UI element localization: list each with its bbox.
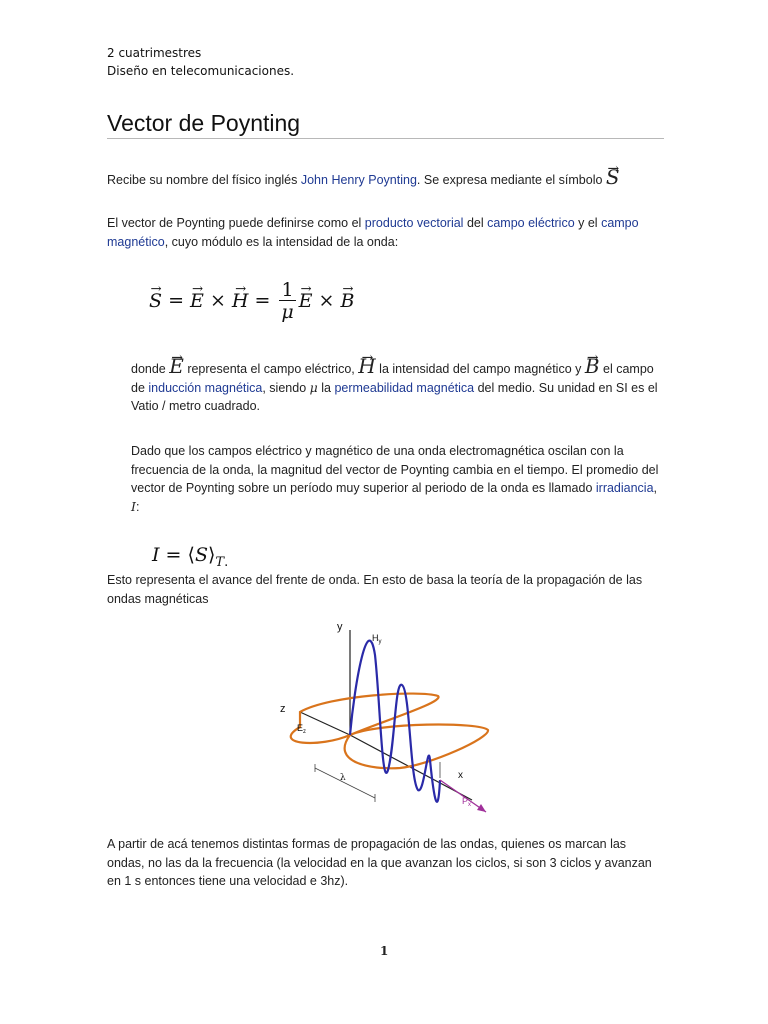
em-wave-figure xyxy=(270,614,500,824)
page-title: Vector de Poynting xyxy=(107,110,301,136)
paragraph-definition: El vector de Poynting puede definirse como el producto vectorial del campo eléctrico y el campo magnético, cuyo módulo es la intensidad de la onda: xyxy=(107,216,639,249)
paragraph-intro: Recibe su nombre del físico inglés John Henry Poynting. Se expresa mediante el símbolo → S xyxy=(107,168,667,190)
link-induccion-magnetica[interactable]: inducción magnética xyxy=(148,380,263,395)
paragraph-irradiance: Dado que los campos eléctrico y magnético de una onda electromagnética oscilan con la frecuencia de la onda, la magnitud del vector de Poynting cambia en el tiempo. El promedio del vector de Poynting sobre un período muy superior al periodo de la onda es llamado irradiancia, I: xyxy=(131,444,659,514)
link-john-henry-poynting[interactable]: John Henry Poynting xyxy=(300,173,417,187)
link-campo-magnetico[interactable]: campo magnético xyxy=(107,216,639,249)
paragraph-propagation: A partir de acá tenemos distintas formas de propagación de las ondas, quienes os marcan las ondas, no las da la frecuencia (la velocidad en la que avanzan los ciclos, si son 3 ciclos y avanzan en 1 s entonces tiene una velocidad e 3hz). xyxy=(107,837,652,888)
label-px: $P_x$ xyxy=(462,796,472,808)
page-number: 1 xyxy=(380,944,389,958)
header-line-semesters: 2 cuatrimestres xyxy=(107,46,202,60)
link-irradiancia[interactable]: irradiancia xyxy=(595,481,654,495)
electric-field-wave xyxy=(291,694,488,769)
link-producto-vectorial[interactable]: producto vectorial xyxy=(364,216,464,230)
label-ez: $E_z$ xyxy=(297,723,307,735)
symbol-s: → S xyxy=(606,168,620,187)
equation-poynting: → S = → E × → H = $\frac{1}{\mu}$ → E × → B xyxy=(149,280,354,323)
label-lambda: λ xyxy=(340,773,346,783)
paragraph-where: donde → E representa el campo eléctrico, → H la intensidad del campo magnético y → B el campo de inducción magnética, siendo μ la permeabilidad magnética del medio. Su unidad en SI es el Vatio / metro cuadrado. xyxy=(131,357,667,416)
paragraph-wavefront: Esto representa el avance del frente de onda. En esto de basa la teoría de la propagación de las ondas magnéticas xyxy=(107,573,643,606)
equation-irradiance: $I = ⟨S⟩_{T.}$ xyxy=(152,544,229,570)
z-axis xyxy=(300,712,350,735)
link-campo-electrico[interactable]: campo eléctrico xyxy=(487,216,575,230)
magnetic-field-wave xyxy=(350,641,440,802)
poynting-arrow-head xyxy=(477,804,486,812)
header-line-course: Diseño en telecomunicaciones. xyxy=(107,64,295,78)
label-hy: $H_y$ xyxy=(372,633,382,645)
label-x: x xyxy=(458,770,463,781)
link-permeabilidad-magnetica[interactable]: permeabilidad magnética xyxy=(334,380,475,395)
label-y: y xyxy=(337,621,343,633)
label-z: z xyxy=(280,703,286,715)
title-divider xyxy=(107,138,664,139)
